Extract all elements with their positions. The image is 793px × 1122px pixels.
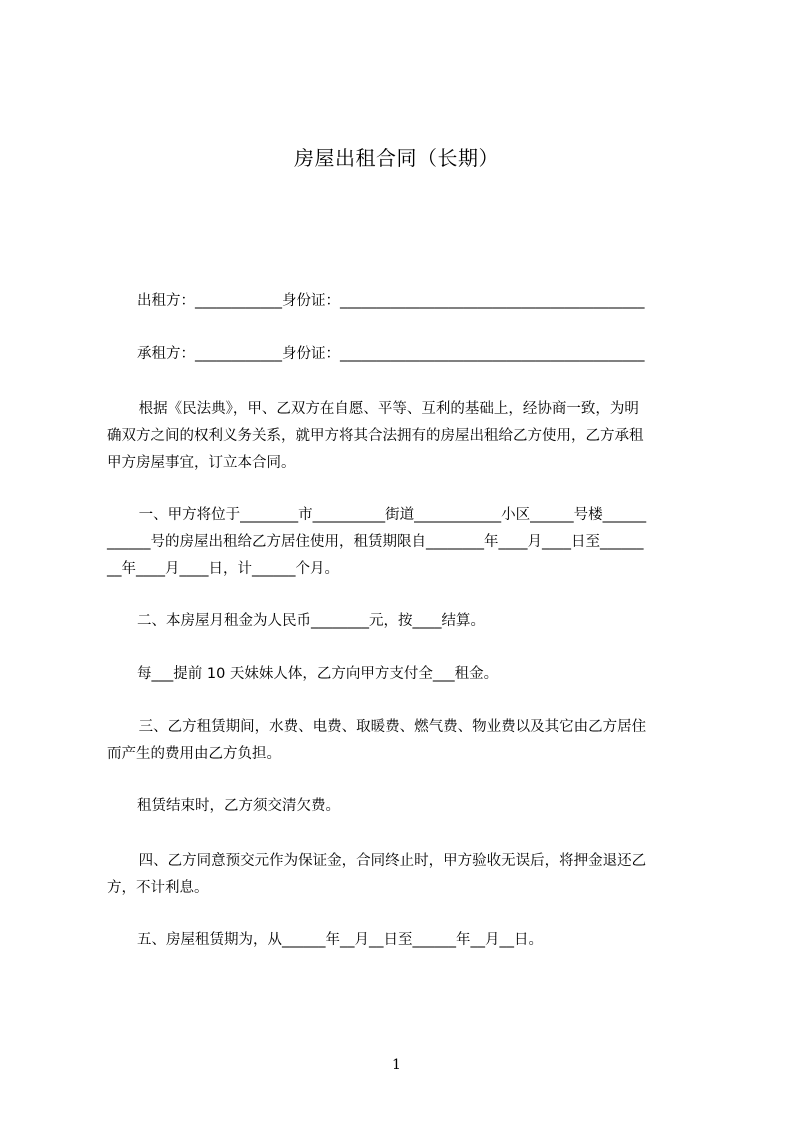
preamble-line-2: 确双方之间的权利义务关系，就甲方将其合法拥有的房屋出租给乙方使用，乙方承租 [107,428,644,444]
clause-3-line-2: 而产生的费用由乙方负担。 [107,746,281,762]
clause-4-line-1: 四、乙方同意预交元作为保证金，合同终止时，甲方验收无误后，将押金退还乙 [134,853,647,869]
preamble-line-3: 甲方房屋事宜，订立本合同。 [107,455,296,471]
clause-2: 二、本房屋月租金为人民币________元，按____结算。 [137,613,485,629]
clause-1-line-1: 一、甲方将位于________市__________街道____________小区______号楼______ [134,507,647,523]
lessee-line: 承租方：____________身份证：__________________________________________ [137,346,645,362]
document-title: 房屋出租合同（长期） [294,146,499,170]
clause-2-note: 每___提前 10 天妹妹人体，乙方向甲方支付全___租金。 [137,666,499,682]
preamble-line-1: 根据《民法典》，甲、乙双方在自愿、平等、互利的基础上，经协商一致，为明 [134,401,639,417]
clause-1-line-3: __年____月____日，计______个月。 [107,561,339,577]
clause-4-line-2: 方，不计利息。 [107,880,209,896]
clause-3-line-1: 三、乙方租赁期间，水费、电费、取暖费、燃气费、物业费以及其它由乙方居住 [134,719,647,735]
clause-5: 五、房屋租赁期为，从______年__月__日至______年__月__日。 [137,932,543,948]
lessor-line: 出租方：____________身份证：__________________________________________ [137,293,645,309]
clause-3-note: 租赁结束时，乙方须交清欠费。 [137,798,340,814]
page-number: 1 [392,1057,401,1073]
clause-1-line-2: ______号的房屋出租给乙方居住使用，租赁期限自________年____月____日至______ [107,534,644,550]
